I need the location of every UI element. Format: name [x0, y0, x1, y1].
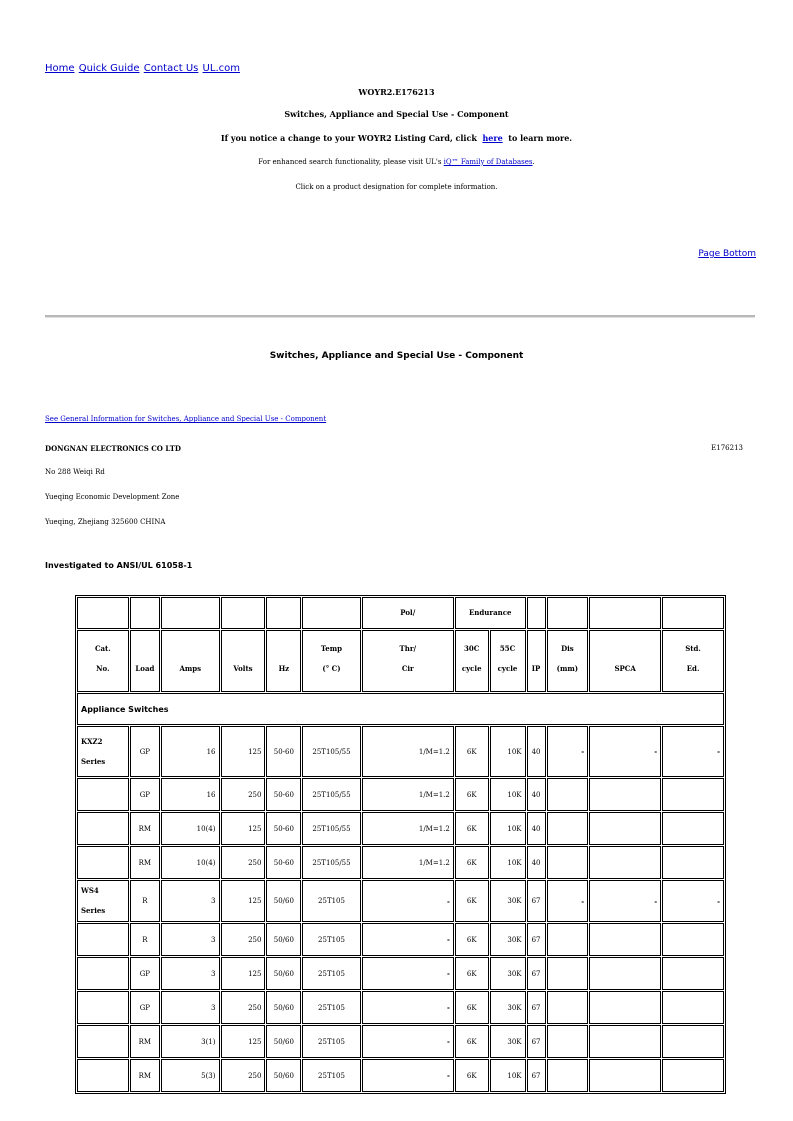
- cell-thr: 1/M=1.2: [362, 812, 454, 845]
- cell-load: R: [130, 880, 160, 922]
- cell-std: [662, 957, 724, 990]
- quick-guide-link[interactable]: Quick Guide: [78, 63, 140, 74]
- cell-amps: 3: [161, 991, 219, 1024]
- cell-std: [662, 923, 724, 956]
- cell-ip: 67: [527, 923, 546, 956]
- table-header-top: [77, 597, 724, 629]
- change-notice-text: If you notice a change to your WOYR2 Listing Card, click: [220, 133, 477, 143]
- cell-cat: KXZ2 Series: [77, 726, 129, 777]
- cell-spca: [589, 957, 661, 990]
- cell-hz: 50/60: [266, 880, 301, 922]
- cell-amps: 16: [161, 726, 219, 777]
- cell-55c: 30K: [490, 923, 526, 956]
- top-nav: [45, 63, 241, 74]
- cell-dis: [547, 1025, 589, 1058]
- cell-cat: [77, 778, 129, 811]
- cell-ip: 40: [527, 812, 546, 845]
- cell-ip: 67: [527, 880, 546, 922]
- cell-spca: [589, 812, 661, 845]
- cell-55c: 30K: [490, 991, 526, 1024]
- header-hz: Hz: [266, 630, 301, 692]
- cell-30c: 6K: [455, 923, 489, 956]
- cell-ip: 67: [527, 1025, 546, 1058]
- cell-temp: 25T105: [302, 957, 360, 990]
- cell-load: R: [130, 923, 160, 956]
- header-volts: Volts: [221, 630, 266, 692]
- cell-dis: [547, 812, 589, 845]
- cell-55c: 10K: [490, 778, 526, 811]
- cell-std: -: [662, 880, 724, 922]
- divider: [45, 315, 755, 318]
- general-info-link[interactable]: See General Information for Switches, Appliance and Special Use - Component: [45, 415, 327, 423]
- search-notice-period: .: [532, 158, 535, 166]
- table-header: [77, 630, 724, 692]
- cell-volts: 250: [221, 1059, 266, 1092]
- cell-load: RM: [130, 812, 160, 845]
- cell-spca: -: [589, 726, 661, 777]
- cell-volts: 250: [221, 991, 266, 1024]
- cell-temp: 25T105/55: [302, 846, 360, 879]
- search-notice-text: For enhanced search functionality, please visit UL's: [258, 158, 442, 166]
- cell-hz: 50-60: [266, 726, 301, 777]
- cell-30c: 6K: [455, 1059, 489, 1092]
- header-temp: Temp (° C): [302, 630, 360, 692]
- cell-cat: WS4 Series: [77, 880, 129, 922]
- cell-30c: 6K: [455, 812, 489, 845]
- table-row: [77, 812, 724, 845]
- cell-hz: 50/60: [266, 923, 301, 956]
- cell-ip: 67: [527, 957, 546, 990]
- table-row: [77, 1059, 724, 1092]
- cell-temp: 25T105/55: [302, 778, 360, 811]
- cell-volts: 125: [221, 726, 266, 777]
- cell-30c: 6K: [455, 957, 489, 990]
- cell-load: GP: [130, 726, 160, 777]
- cell-30c: 6K: [455, 880, 489, 922]
- table-row: [77, 957, 724, 990]
- cell-spca: [589, 778, 661, 811]
- investigated-standard: Investigated to ANSI/UL 61058-1: [45, 561, 193, 570]
- cell-amps: 3: [161, 957, 219, 990]
- cell-amps: 5(3): [161, 1059, 219, 1092]
- cell-thr: -: [362, 1025, 454, 1058]
- cell-spca: [589, 923, 661, 956]
- cell-cat: [77, 1025, 129, 1058]
- cell-temp: 25T105: [302, 1059, 360, 1092]
- cell-load: RM: [130, 1025, 160, 1058]
- contact-us-link[interactable]: Contact Us: [143, 63, 199, 74]
- cell-ip: 67: [527, 1059, 546, 1092]
- cell-amps: 10(4): [161, 812, 219, 845]
- cell-cat: [77, 957, 129, 990]
- cell-temp: 25T105: [302, 1025, 360, 1058]
- table-row: [77, 846, 724, 879]
- cell-volts: 250: [221, 923, 266, 956]
- cell-30c: 6K: [455, 1025, 489, 1058]
- cell-volts: 125: [221, 957, 266, 990]
- cell-hz: 50-60: [266, 846, 301, 879]
- change-notice: [0, 133, 793, 143]
- cell-30c: 6K: [455, 726, 489, 777]
- cell-std: [662, 1059, 724, 1092]
- cell-std: [662, 812, 724, 845]
- cell-cat: [77, 812, 129, 845]
- ratings-table: [75, 595, 726, 1094]
- cell-amps: 3: [161, 880, 219, 922]
- click-info: Click on a product designation for complete information.: [295, 183, 498, 191]
- cell-thr: -: [362, 923, 454, 956]
- cell-volts: 250: [221, 778, 266, 811]
- cell-cat: [77, 1059, 129, 1092]
- cell-amps: 16: [161, 778, 219, 811]
- cell-load: RM: [130, 1059, 160, 1092]
- table-row: [77, 1025, 724, 1058]
- address-line-2: Yueqing Economic Development Zone: [45, 493, 180, 501]
- cell-dis: [547, 846, 589, 879]
- header-endurance: Endurance: [455, 597, 526, 629]
- cell-dis: [547, 778, 589, 811]
- cell-hz: 50/60: [266, 957, 301, 990]
- cell-thr: 1/M=1.2: [362, 726, 454, 777]
- company-name: DONGNAN ELECTRONICS CO LTD: [45, 444, 181, 453]
- cell-ip: 40: [527, 726, 546, 777]
- cell-ip: 67: [527, 991, 546, 1024]
- iq-databases-link[interactable]: iQ™ Family of Databases: [443, 158, 533, 166]
- header-pol: Pol/: [362, 597, 454, 629]
- home-link[interactable]: Home: [45, 63, 75, 74]
- listing-category: Switches, Appliance and Special Use - Component: [284, 109, 509, 119]
- address-line-3: Yueqing, Zhejiang 325600 CHINA: [45, 518, 166, 526]
- header-load: Load: [130, 630, 160, 692]
- cell-load: GP: [130, 957, 160, 990]
- cell-thr: -: [362, 957, 454, 990]
- cell-std: [662, 991, 724, 1024]
- page-bottom-link[interactable]: Page Bottom: [698, 249, 756, 259]
- file-number: E176213: [711, 444, 743, 452]
- table-row: [77, 880, 724, 922]
- header-55c: 55C cycle: [490, 630, 526, 692]
- listing-code: WOYR2.E176213: [358, 87, 435, 97]
- cell-spca: [589, 1025, 661, 1058]
- header-thr: Thr/ Cir: [362, 630, 454, 692]
- cell-ip: 40: [527, 846, 546, 879]
- cell-55c: 10K: [490, 812, 526, 845]
- cell-dis: -: [547, 880, 589, 922]
- table-body: [77, 726, 724, 1092]
- cell-volts: 125: [221, 880, 266, 922]
- table-row: [77, 726, 724, 777]
- cell-55c: 10K: [490, 1059, 526, 1092]
- cell-spca: [589, 1059, 661, 1092]
- cell-dis: [547, 991, 589, 1024]
- cell-temp: 25T105/55: [302, 812, 360, 845]
- cell-cat: [77, 923, 129, 956]
- address-line-1: No 288 Weiqi Rd: [45, 468, 105, 476]
- cell-std: [662, 846, 724, 879]
- header-30c: 30C cycle: [455, 630, 489, 692]
- cell-thr: 1/M=1.2: [362, 778, 454, 811]
- section-label: Appliance Switches: [77, 693, 724, 725]
- cell-amps: 10(4): [161, 846, 219, 879]
- cell-30c: 6K: [455, 991, 489, 1024]
- cell-thr: -: [362, 991, 454, 1024]
- cell-spca: -: [589, 880, 661, 922]
- header-cat: Cat. No.: [77, 630, 129, 692]
- cell-amps: 3: [161, 923, 219, 956]
- cell-dis: [547, 957, 589, 990]
- cell-dis: [547, 1059, 589, 1092]
- search-notice: [0, 158, 793, 166]
- cell-30c: 6K: [455, 846, 489, 879]
- cell-std: [662, 1025, 724, 1058]
- cell-volts: 125: [221, 1025, 266, 1058]
- cell-volts: 250: [221, 846, 266, 879]
- cell-thr: 1/M=1.2: [362, 846, 454, 879]
- cell-load: GP: [130, 991, 160, 1024]
- cell-hz: 50/60: [266, 991, 301, 1024]
- cell-std: [662, 778, 724, 811]
- change-notice-tail: to learn more.: [508, 133, 573, 143]
- header-ip: IP: [527, 630, 546, 692]
- cell-55c: 10K: [490, 726, 526, 777]
- cell-55c: 30K: [490, 880, 526, 922]
- cell-load: RM: [130, 846, 160, 879]
- cell-temp: 25T105/55: [302, 726, 360, 777]
- cell-load: GP: [130, 778, 160, 811]
- cell-55c: 30K: [490, 1025, 526, 1058]
- section-row: [77, 693, 724, 725]
- cell-ip: 40: [527, 778, 546, 811]
- table-row: [77, 923, 724, 956]
- learn-more-link[interactable]: here: [482, 133, 503, 143]
- cell-55c: 30K: [490, 957, 526, 990]
- ul-com-link[interactable]: UL.com: [202, 63, 240, 74]
- cell-amps: 3(1): [161, 1025, 219, 1058]
- cell-dis: [547, 923, 589, 956]
- table-row: [77, 991, 724, 1024]
- cell-temp: 25T105: [302, 991, 360, 1024]
- cell-cat: [77, 991, 129, 1024]
- cell-temp: 25T105: [302, 923, 360, 956]
- cell-dis: -: [547, 726, 589, 777]
- cell-30c: 6K: [455, 778, 489, 811]
- cell-hz: 50/60: [266, 1059, 301, 1092]
- header-spca: SPCA: [589, 630, 661, 692]
- header-amps: Amps: [161, 630, 219, 692]
- cell-55c: 10K: [490, 846, 526, 879]
- cell-thr: -: [362, 1059, 454, 1092]
- header-std: Std. Ed.: [662, 630, 724, 692]
- cell-temp: 25T105: [302, 880, 360, 922]
- section-title: Switches, Appliance and Special Use - Component: [269, 351, 524, 361]
- table-row: [77, 778, 724, 811]
- cell-hz: 50/60: [266, 1025, 301, 1058]
- cell-thr: -: [362, 880, 454, 922]
- cell-spca: [589, 991, 661, 1024]
- cell-hz: 50-60: [266, 812, 301, 845]
- header-dis: Dis (mm): [547, 630, 589, 692]
- cell-volts: 125: [221, 812, 266, 845]
- cell-cat: [77, 846, 129, 879]
- cell-spca: [589, 846, 661, 879]
- cell-hz: 50-60: [266, 778, 301, 811]
- cell-std: -: [662, 726, 724, 777]
